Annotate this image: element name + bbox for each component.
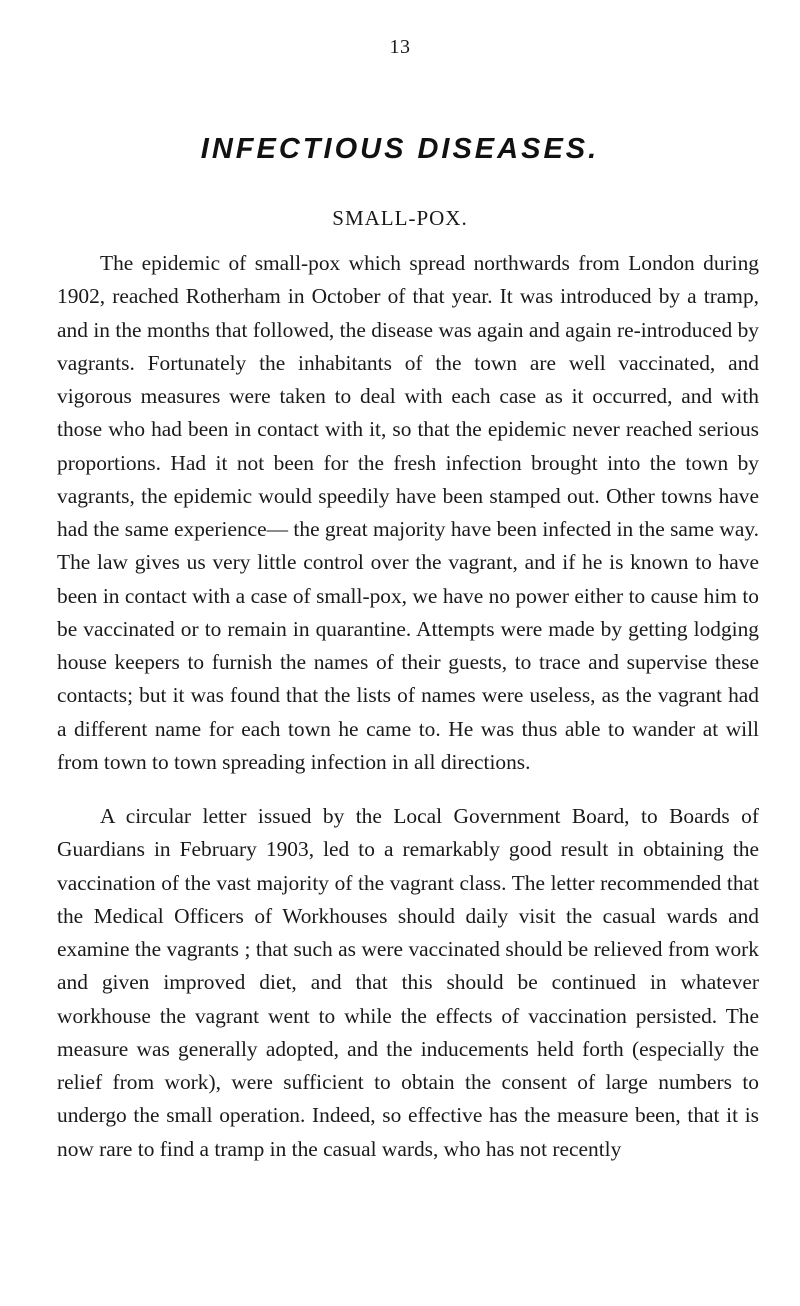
paragraph-1: The epidemic of small-pox which spread northwards from London during 1902, reached Rotherham in October of that year. It was introduced by a tramp, and in the months that followed, the disease was again and again re-introduced by vagrants. Fortunately the inhabitants of the town are well vaccinated, and vigorous measures were taken to deal with each case as it occurred, and with those who had been in contact with it, so that the epidemic never reached serious proportions. Had it not been for the fresh infection brought into the town by vagrants, the epidemic would speedily have been stamped out. Other towns have had the same experience— the great majority have been infected in the same way. The law gives us very little control over the vagrant, and if he is known to have been in contact with a case of small-pox, we have no power either to cause him to be vaccinated or to remain in quarantine. Attempts were made by getting lodging house keepers to furnish the names of their guests, to trace and supervise these contacts; but it was found that the lists of names were useless, as the vagrant had a different name for each town he came to. He was thus able to wander at will from town to town spreading infection in all directions.	[57, 251, 759, 774]
body-text	[57, 247, 759, 1166]
page-number: 13	[389, 36, 411, 58]
section-heading: INFECTIOUS DISEASES.	[200, 133, 600, 165]
paragraph-2: A circular letter issued by the Local Government Board, to Boards of Guardians in February 1903, led to a remarkably good result in obtaining the vaccination of the vast majority of the vagrant class. The letter recommended that the Medical Officers of Workhouses should daily visit the casual wards and examine the vagrants ; that such as were vaccinated should be relieved from work and given improved diet, and that this should be continued in whatever workhouse the vagrant went to while the effects of vaccination persisted. The measure was generally adopted, and the inducements held forth (especially the relief from work), were sufficient to obtain the consent of large numbers to undergo the small operation. Indeed, so effective has the measure been, that it is now rare to find a tramp in the casual wards, who has not recently	[57, 804, 759, 1161]
subsection-heading: SMALL-POX.	[332, 206, 468, 230]
